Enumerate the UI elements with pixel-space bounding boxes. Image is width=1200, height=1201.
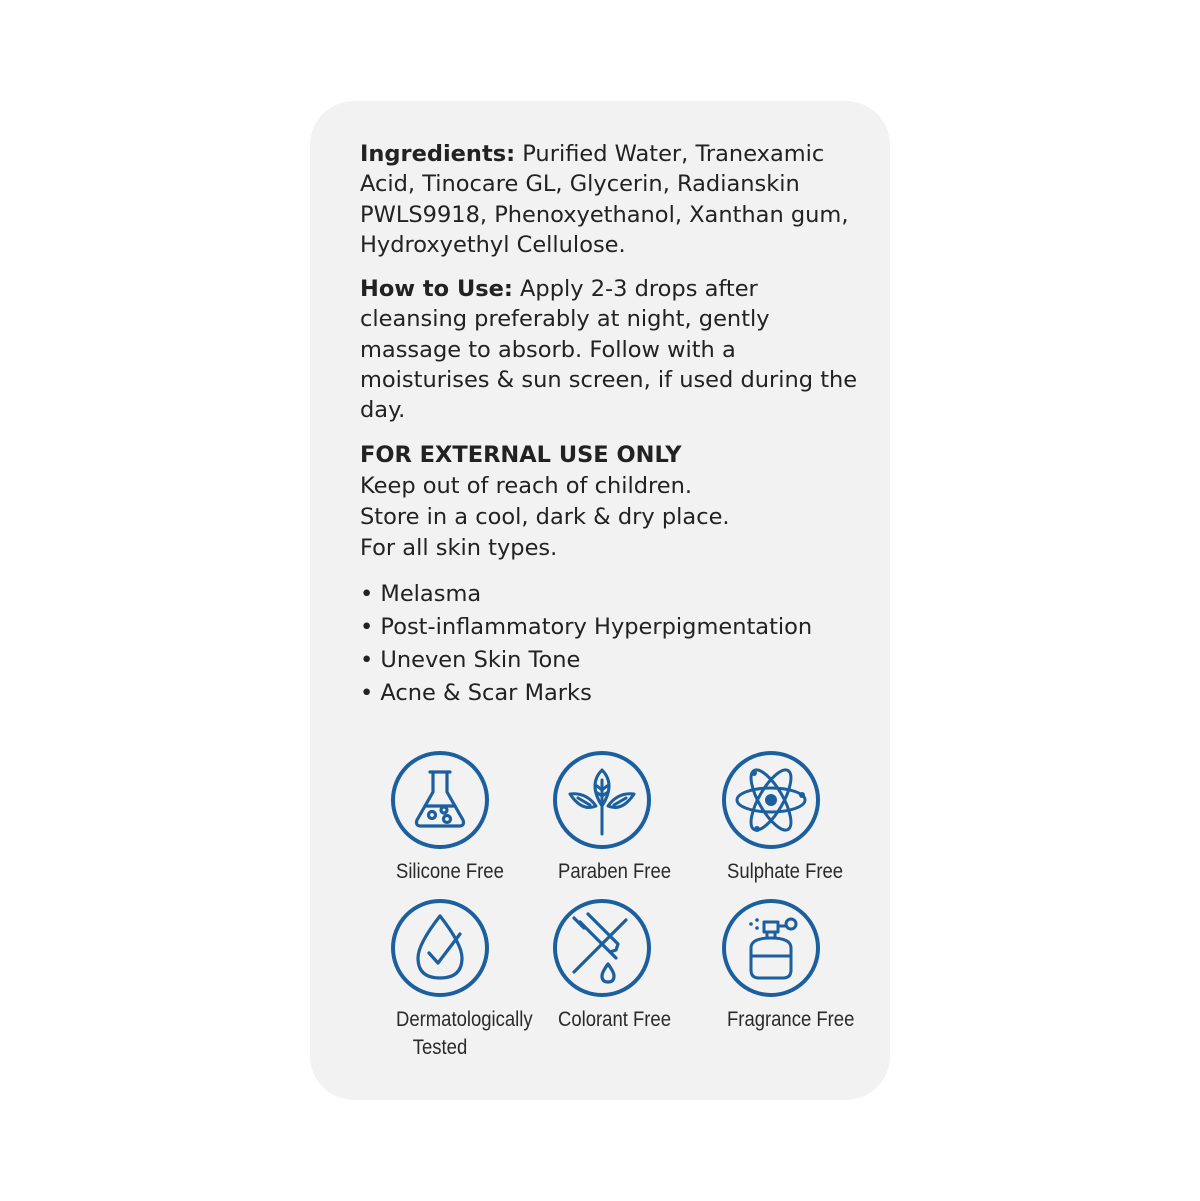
- badge-paraben-free: [552, 750, 672, 886]
- warning-line: Store in a cool, dark & dry place.: [360, 503, 730, 530]
- product-info-card: [310, 101, 890, 1100]
- perfume-icon: [721, 898, 821, 998]
- how-to-use-label: How to Use:: [360, 276, 513, 303]
- label-text: [360, 139, 860, 710]
- how-to-use-paragraph: [360, 274, 860, 425]
- external-use-heading: FOR EXTERNAL USE ONLY: [360, 441, 682, 468]
- badge-label: Fragrance Free: [727, 1008, 855, 1031]
- badge-sulphate-free: [721, 750, 844, 886]
- badge-label: Colorant Free: [558, 1008, 671, 1031]
- warning-line: For all skin types.: [360, 534, 558, 561]
- how-to-use-text: Apply 2-3 drops after cleansing preferably at night, gently massage to absorb. Follow with a moisturises & sun screen, if used during the day.: [360, 276, 858, 424]
- atom-icon: [721, 750, 821, 850]
- dropper-icon: [552, 898, 652, 998]
- ingredients-label: Ingredients:: [360, 141, 516, 167]
- badge-label: Paraben Free: [558, 860, 672, 883]
- ingredients-paragraph: [360, 139, 860, 260]
- badge-silicone-free: [390, 750, 504, 886]
- warning-line: Keep out of reach of children.: [360, 472, 693, 499]
- leaf-icon: [552, 750, 652, 850]
- flask-icon: [390, 750, 490, 850]
- warnings-block: [360, 440, 860, 564]
- badge-label: Sulphate Free: [727, 860, 844, 883]
- droplet-check-icon: [390, 898, 490, 998]
- list-item: • Melasma: [360, 580, 482, 607]
- list-item: • Uneven Skin Tone: [360, 646, 581, 673]
- badge-colorant-free: [552, 898, 671, 1034]
- badge-label-line2: Tested: [412, 1036, 468, 1059]
- badge-dermatologically-tested: [390, 898, 533, 1062]
- badge-label: Silicone Free: [396, 860, 504, 883]
- benefits-list: [360, 578, 860, 710]
- badge-fragrance-free: [721, 898, 855, 1034]
- list-item: • Acne & Scar Marks: [360, 679, 592, 706]
- list-item: • Post-inflammatory Hyperpigmentation: [360, 613, 813, 640]
- ingredients-text: Purified Water, Tranexamic Acid, Tinocare GL, Glycerin, Radianskin PWLS9918, Phenoxyethanol, Xanthan gum, Hydroxyethyl Cellulose.: [360, 141, 849, 258]
- badge-label: Dermatologically: [396, 1008, 533, 1031]
